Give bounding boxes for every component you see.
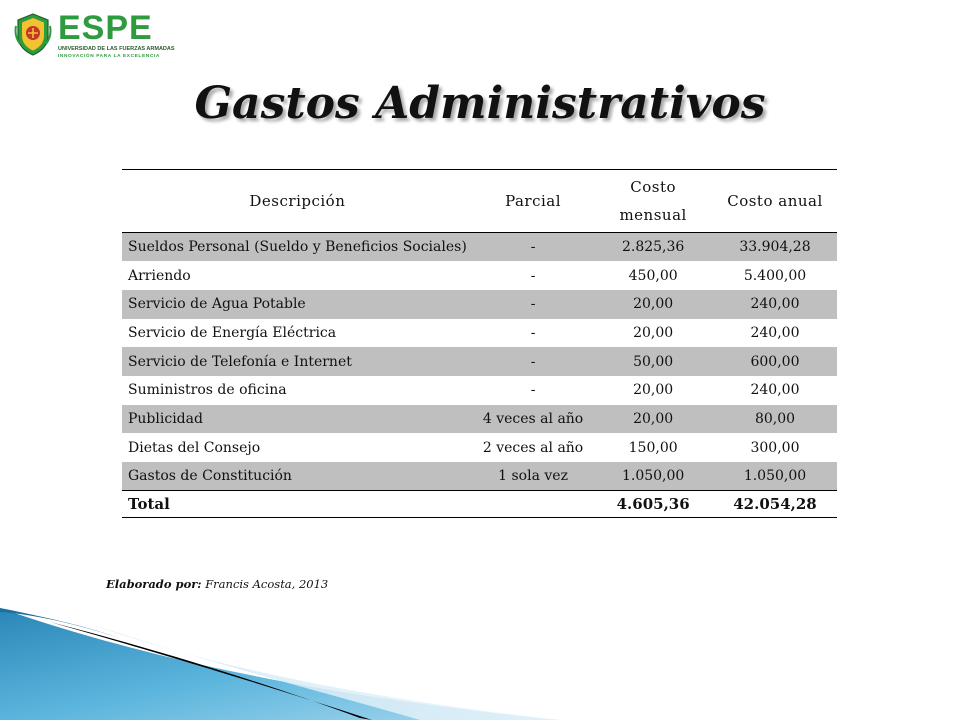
cell-descripcion: Sueldos Personal (Sueldo y Beneficios Sociales) bbox=[128, 239, 467, 256]
total-label: Total bbox=[128, 495, 170, 514]
cell-parcial: - bbox=[530, 239, 536, 256]
table-row bbox=[122, 319, 837, 348]
table-row bbox=[122, 261, 837, 290]
cell-parcial: 2 veces al año bbox=[482, 439, 584, 456]
cell-anual: 600,00 bbox=[750, 353, 800, 370]
cell-descripcion: Arriendo bbox=[128, 267, 191, 284]
expenses-table bbox=[122, 169, 837, 518]
cell-mensual: 20,00 bbox=[633, 410, 674, 427]
cell-descripcion: Servicio de Agua Potable bbox=[128, 296, 306, 313]
cell-anual: 300,00 bbox=[750, 439, 800, 456]
cell-mensual: 20,00 bbox=[633, 382, 674, 399]
logo-tagline: INNOVACIÓN PARA LA EXCELENCIA bbox=[58, 54, 160, 59]
source-footnote bbox=[106, 577, 328, 591]
header-costo-mensual-line1: Costo bbox=[630, 178, 677, 196]
total-anual: 42.054,28 bbox=[733, 495, 817, 514]
table-row bbox=[122, 405, 837, 434]
table-row bbox=[122, 233, 837, 262]
cell-descripcion: Servicio de Telefonía e Internet bbox=[128, 353, 352, 370]
table-row bbox=[122, 462, 837, 491]
cell-anual: 240,00 bbox=[750, 296, 800, 313]
cell-descripcion: Servicio de Energía Eléctrica bbox=[128, 324, 337, 341]
cell-anual: 5.400,00 bbox=[743, 267, 807, 284]
page-title: Gastos Administrativos bbox=[194, 78, 766, 129]
total-mensual: 4.605,36 bbox=[616, 495, 690, 514]
cell-descripcion: Dietas del Consejo bbox=[128, 439, 261, 456]
cell-parcial: - bbox=[530, 382, 536, 399]
espe-logo bbox=[14, 9, 175, 62]
total-parcial bbox=[473, 491, 594, 518]
cell-parcial: 4 veces al año bbox=[482, 410, 584, 427]
table-row bbox=[122, 376, 837, 405]
table-header-row bbox=[122, 170, 837, 233]
footnote-label: Elaborado por: bbox=[106, 577, 202, 591]
table-row bbox=[122, 290, 837, 319]
header-parcial: Parcial bbox=[505, 192, 562, 210]
cell-descripcion: Publicidad bbox=[128, 410, 203, 427]
cell-parcial: - bbox=[530, 267, 536, 284]
cell-anual: 33.904,28 bbox=[739, 239, 811, 256]
expenses-table-container bbox=[122, 169, 837, 518]
logo-wordmark: ESPE bbox=[58, 9, 153, 47]
header-costo-mensual bbox=[593, 170, 713, 233]
cell-mensual: 1.050,00 bbox=[621, 468, 685, 485]
cell-parcial: - bbox=[530, 296, 536, 313]
cell-mensual: 20,00 bbox=[633, 296, 674, 313]
cell-mensual: 20,00 bbox=[633, 324, 674, 341]
table-row bbox=[122, 433, 837, 462]
cell-anual: 80,00 bbox=[754, 410, 796, 427]
cell-parcial: 1 sola vez bbox=[498, 468, 568, 485]
footnote-author: Francis Acosta, 2013 bbox=[205, 577, 329, 591]
cell-anual: 1.050,00 bbox=[743, 468, 807, 485]
cell-parcial: - bbox=[530, 324, 536, 341]
cell-mensual: 150,00 bbox=[628, 439, 678, 456]
cell-mensual: 2.825,36 bbox=[621, 239, 685, 256]
header-costo-anual: Costo anual bbox=[727, 192, 823, 210]
crest-icon bbox=[14, 12, 52, 56]
logo-subtitle: UNIVERSIDAD DE LAS FUERZAS ARMADAS bbox=[58, 46, 175, 52]
cell-anual: 240,00 bbox=[750, 382, 800, 399]
table-total-row bbox=[122, 491, 837, 518]
cell-anual: 240,00 bbox=[750, 324, 800, 341]
cell-mensual: 50,00 bbox=[633, 353, 674, 370]
cell-mensual: 450,00 bbox=[628, 267, 678, 284]
header-costo-mensual-line2: mensual bbox=[619, 206, 687, 224]
decorative-swoosh bbox=[0, 590, 960, 720]
cell-descripcion: Suministros de oficina bbox=[128, 382, 287, 399]
cell-descripcion: Gastos de Constitución bbox=[128, 468, 292, 485]
table-row bbox=[122, 347, 837, 376]
cell-parcial: - bbox=[530, 353, 536, 370]
header-descripcion: Descripción bbox=[249, 192, 346, 210]
